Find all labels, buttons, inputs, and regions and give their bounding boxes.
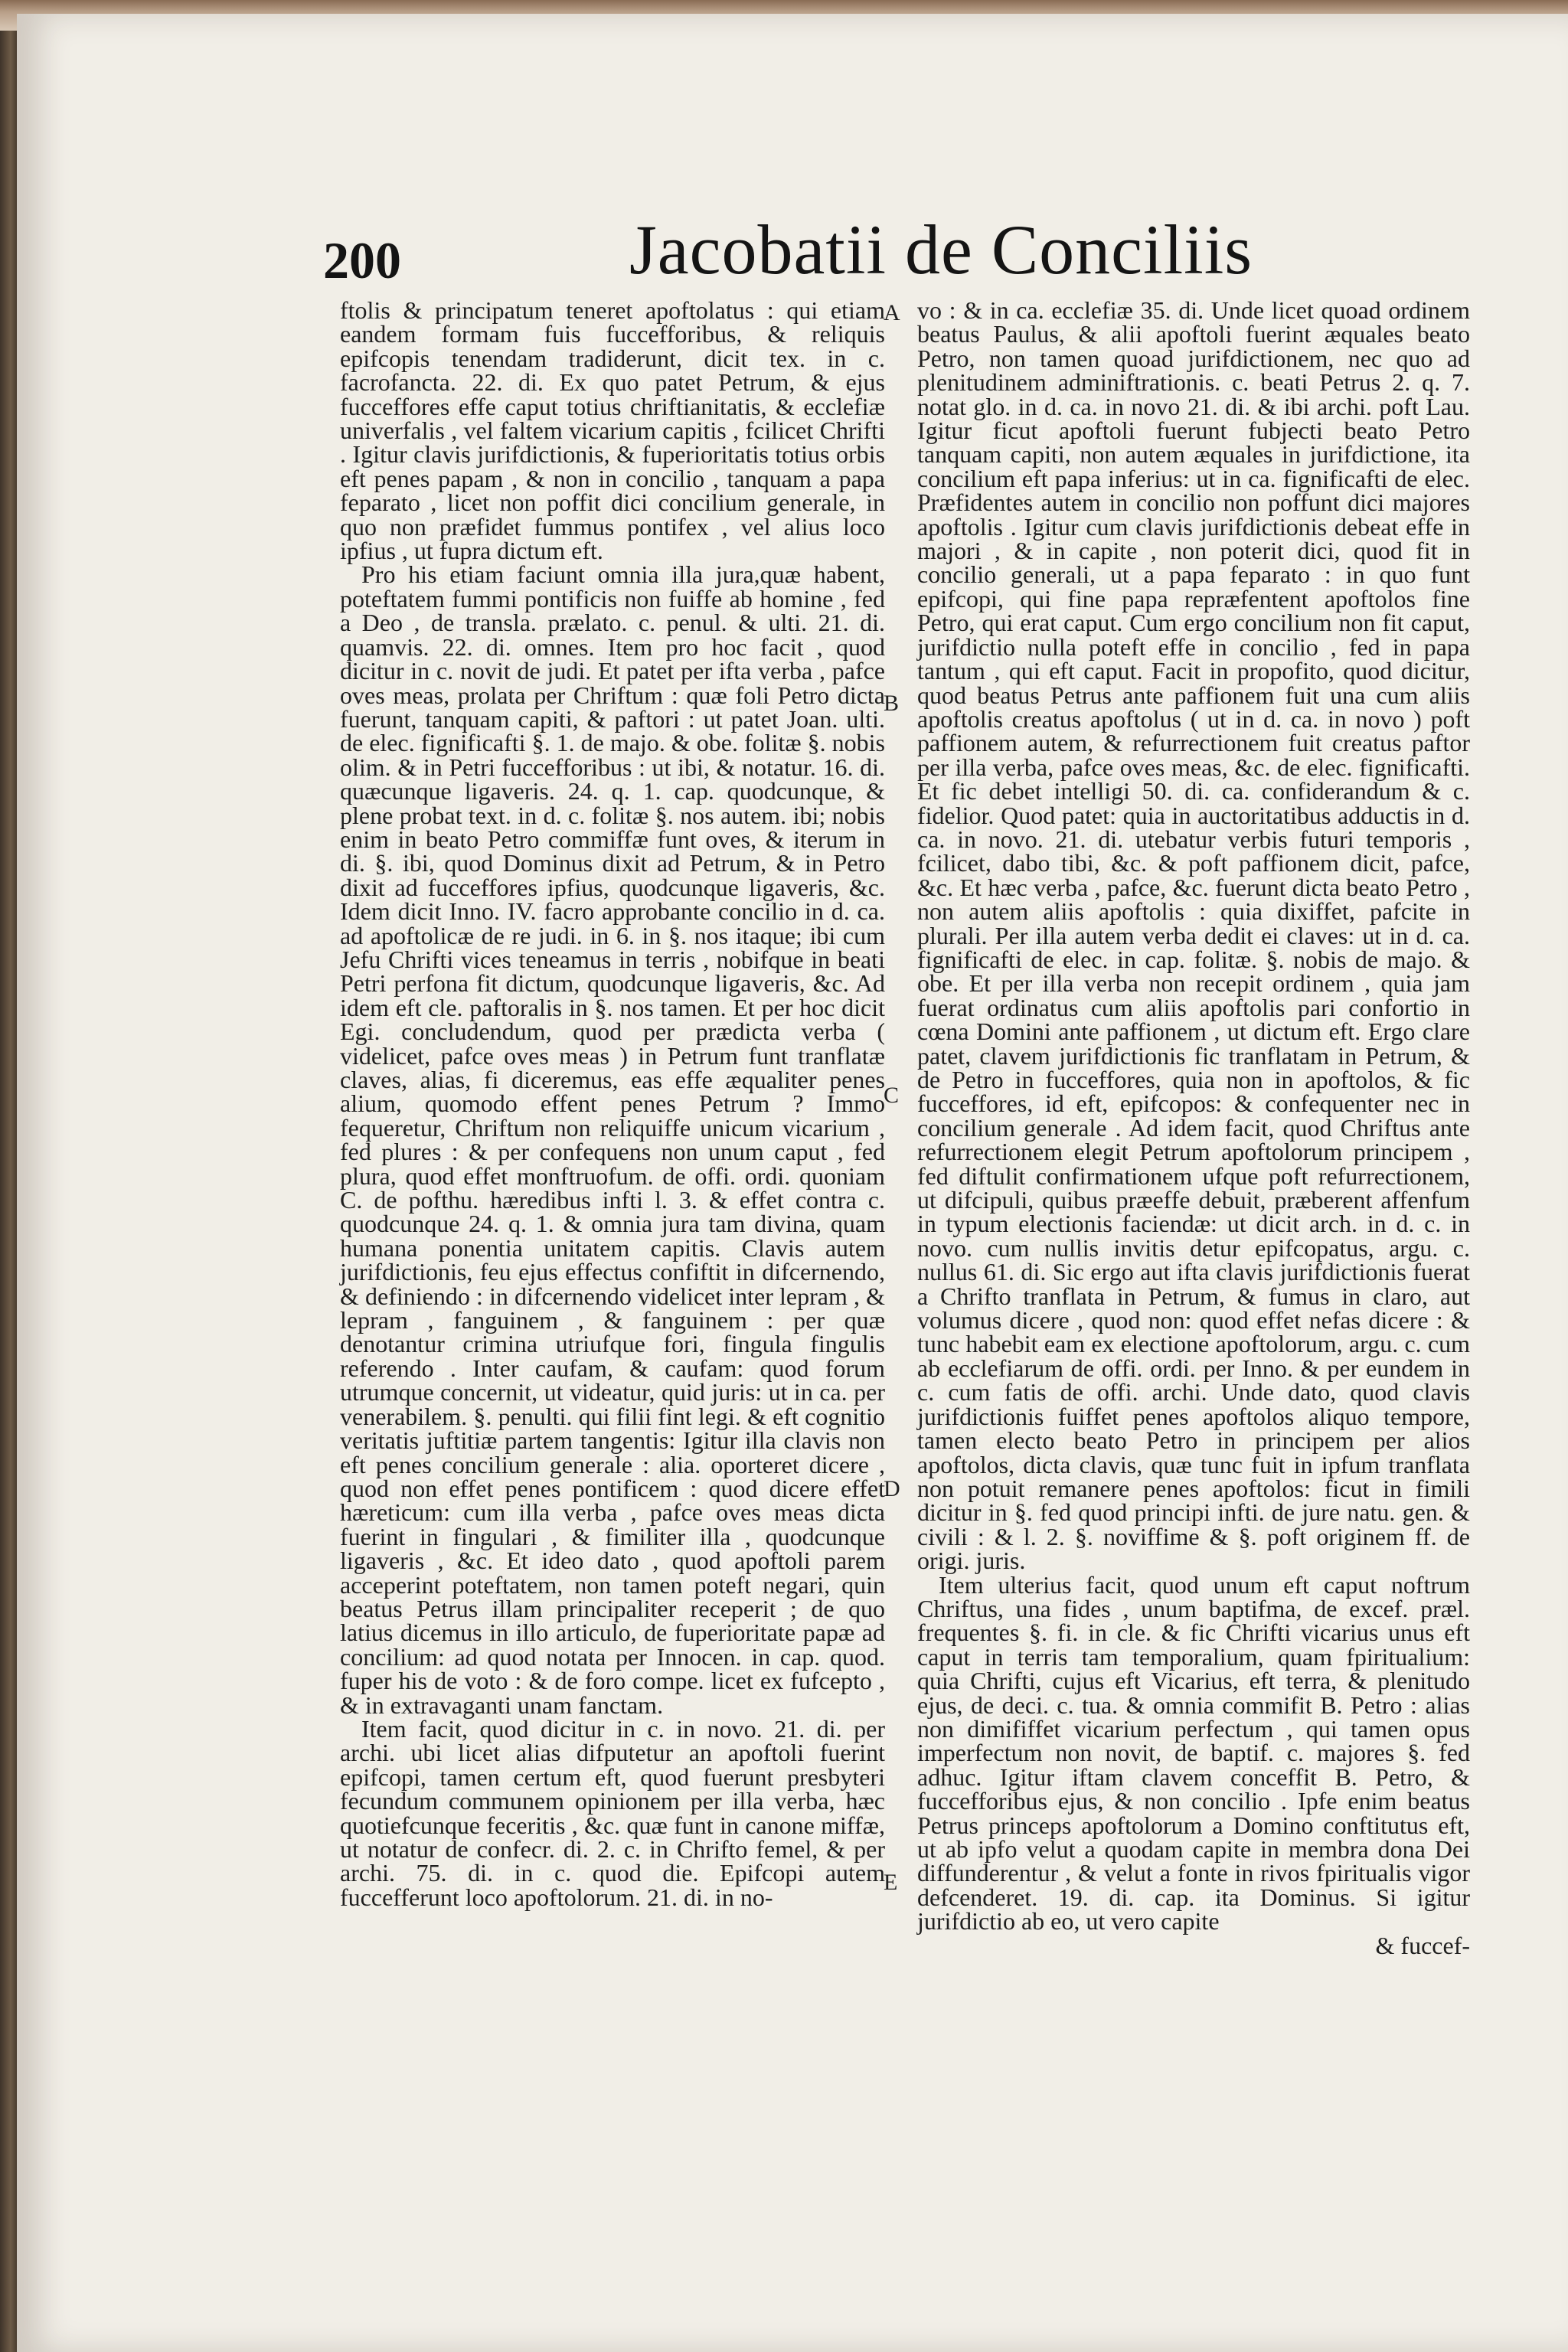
margin-letter-d: D bbox=[884, 1476, 900, 1501]
book-page bbox=[17, 14, 1568, 2352]
margin-letter-c: C bbox=[884, 1083, 900, 1108]
margin-letter-b: B bbox=[884, 691, 900, 716]
running-header bbox=[17, 209, 1568, 301]
margin-letter-a: A bbox=[884, 300, 900, 325]
margin-letter-e: E bbox=[884, 1870, 898, 1895]
catchword: & fuccef- bbox=[1375, 1931, 1470, 1959]
paragraph: Item ulterius facit, quod unum eft caput noftrum Chriftus, una fides , unum baptifma, de excef. præl. frequentes §. fi. in cle. & fic Chrifti vicarius unus eft caput in terris tam temporalium, quam fpiritualium: quia Chrifti, cujus eft Vicarius, eft terra, & plenitudo ejus, de deci. c. tua. & omnia commifit B. Petro : alias non dimififfet vicarium perfectum , qui tamen opus imperfectum non novit, de baptif. c. majores §. fed adhuc. Igitur iftam clavem conceffit B. Petro, & fuccefforibus ejus, & non concilio . Ipfe enim beatus Petrus princeps apoftolorum a Domino conftitutus eft, ut ab ipfo velut a quodam capite in membra dona Dei diffunderentur , & velut a fonte in rivos fpiritualis vigor defcenderet. 19. di. cap. ita Dominus. Si igitur jurifdictio ab eo, ut vero capite bbox=[917, 1570, 1470, 1936]
paragraph: ftolis & principatum teneret apoftolatus : qui etiam eandem formam fuis fuccefforibus, & reliquis epifcopis tenendam tradiderunt, dicit tex. in c. facrofancta. 22. di. Ex quo patet Petrum, & ejus fucceffores effe caput totius chriftianitatis, & ecclefiæ univerfalis , vel faltem vicarium capitis , fcilicet Chrifti . Igitur clavis jurifdictionis, & fuperioritatis totius orbis eft penes papam , & non in concilio , tanquam a papa feparato , licet non poffit dici concilium generale, in quo non præfidet fummus pontifex , vel alius loco ipfius , ut fupra dictum eft. bbox=[340, 296, 885, 565]
page-title: Jacobatii de Conciliis bbox=[629, 211, 1253, 289]
page-number: 200 bbox=[323, 231, 401, 289]
paragraph: Item facit, quod dicitur in c. in novo. 21. di. per archi. ubi licet alias difputetur an apoftoli fuerint epifcopi, tamen certum eft, quod fuerunt presbyteri fecundum communem opinionem per illa verba, hæc quotiefcunque feceritis , &c. quæ funt in canone miffæ, ut notatur de confecr. di. 2. c. in Chrifto femel, & per archi. 75. di. in c. quod die. Epifcopi autem fuccefferunt loco apoftolorum. 21. di. in no- bbox=[340, 1714, 885, 1911]
paragraph: Pro his etiam faciunt omnia illa jura,quæ habent, poteftatem fummi pontificis non fuiffe ab homine , fed a Deo , de transla. prælato. c. penul. & ulti. 21. di. quamvis. 22. di. omnes. Item pro hoc facit , quod dicitur in c. novit de judi. Et patet per ifta verba , pafce oves meas, prolata per Chriftum : quæ foli Petro dicta fuerunt, tanquam capiti, & paftori : ut patet Joan. ulti. de elec. fignificafti §. 1. de majo. & obe. folitæ §. nobis olim. & in Petri fuccefforibus : ut ibi, & notatur. 16. di. quæcunque ligaveris. 24. q. 1. cap. quodcunque, & plene probat text. in d. c. folitæ §. nos autem. ibi; nobis enim in beato Petro commiffæ funt oves, & iterum in di. §. ibi, quod Dominus dixit ad Petrum, & in Petro dixit ad fucceffores ipfius, quodcunque ligaveris, &c. Idem dicit Inno. IV. facro approbante concilio in d. ca. ad apoftolicæ de re judi. in 6. in §. nos itaque; ibi cum Jefu Chrifti vices teneamus in terris , nobifque in beati Petri perfona fit dictum, quodcunque ligaveris, &c. Ad idem eft cle. paftoralis in §. nos tamen. Et per hoc dicit Egi. concludendum, quod per prædicta verba ( videlicet, pafce oves meas ) in Petrum funt tranflatæ claves, alias, fi diceremus, eas effe æqualiter penes alium, quomodo effent penes Petrum ? Immo fequeretur, Chriftum non reliquiffe unicum vicarium , fed plures : & per confequens non unum caput , fed plura, quod effet monftruofum. de offi. ordi. quoniam C. de pofthu. hæredibus infti l. 3. & effet contra c. quodcunque 24. q. 1. & omnia jura tam divina, quam humana ponentia unitatem capitis. Clavis autem jurifdictionis, feu ejus effectus confiftit in difcernendo, & definiendo : in difcernendo videlicet inter lepram , & lepram , fanguinem , & fanguinem : per quæ denotantur crimina utriufque fori, fingula fingulis referendo . Inter caufam, & caufam: quod forum utrumque concernit, ut videatur, quid juris: ut in ca. per venerabilem. §. penulti. qui filii fint legi. & eft cognitio veritatis juftitiæ partem tangentis: Igitur illa clavis non eft penes concilium generale : alia. oporteret dicere , quod non effet penes pontificem : quod dicere effet hæreticum: cum illa verba , pafce oves meas dicta fuerint in fingulari , & fimiliter illa , quodcunque ligaveris , &c. Et ideo dato , quod apoftoli parem acceperint poteftatem, non tamen poteft negari, quin beatus Petrus illam principaliter receperit ; de quo latius dicemus in illo articulo, de fuperioritate papæ ad concilium: ad quod notata per Innocen. in cap. quod. fuper his de voto : & de foro compe. licet ex fufcepto , & in extravaganti unam fanctam. bbox=[340, 560, 885, 1719]
paragraph: vo : & in ca. ecclefiæ 35. di. Unde licet quoad ordinem beatus Paulus, & alii apoftoli fuerint æquales beato Petro, non tamen quoad jurifdictionem, nec quo ad plenitudinem adminiftrationis. c. beati Petrus 2. q. 7. notat glo. in d. ca. in novo 21. di. & ibi archi. poft Lau. Igitur ficut apoftoli fuerunt fubjecti beato Petro tanquam capiti, non autem æquales in jurifdictione, ita concilium eft papa inferius: ut in ca. fignificafti de elec. Præfidentes autem in concilio non poffunt dici majores apoftolis . Igitur cum clavis jurifdictionis debeat effe in majori , & in capite , non poterit dici, quod fit in concilio generali, ut a papa feparato : in quo funt epifcopi, qui fine papa repræfentent apoftolos fine Petro, qui erat caput. Cum ergo concilium non fit caput, jurifdictio nulla poteft effe in concilio , fed in papa tantum , qui eft caput. Facit in propofito, quod dicitur, quod beatus Petrus ante paffionem fuit una cum aliis apoftolis creatus apoftolus ( ut in d. ca. in novo ) poft paffionem autem, & refurrectionem fuit creatus paftor per illa verba, pafce oves meas, &c. de elec. fignificafti. Et fic debet intelligi 50. di. ca. confiderandum & c. fidelior. Quod patet: quia in auctoritatibus adductis in d. ca. in novo. 21. di. utebatur verbis futuri temporis , fcilicet, dabo tibi, &c. & poft paffionem dicit, pafce, &c. Et hæc verba , pafce, &c. fuerunt dicta beato Petro , non autem aliis apoftolis : quia dixiffet, pafcite in plurali. Per illa autem verba dedit ei claves: ut in d. ca. fignificafti de elec. in cap. folitæ. §. nobis de majo. & obe. Et per illa verba non recepit ordinem , quia jam fuerat ordinatus cum aliis apoftolis pari confortio in cœna Domini ante paffionem , ut dictum eft. Ergo clare patet, clavem jurifdictionis fic tranflatam in Petrum, & de Petro in fucceffores, quia non in apoftolos, & fic fucceffores, id eft, epifcopos: & confequenter nec in concilium generale . Ad idem facit, quod Chriftus ante refurrectionem elegit Petrum apoftolorum principem , fed diftulit confirmationem ufque poft refurrectionem, ut difcipuli, quibus præeffe debuit, præberent affenfum in typum electionis faciendæ: ut dicit arch. in d. c. in novo. cum nullis invitis detur epifcopatus, argu. c. nullus 61. di. Sic ergo aut ifta clavis jurifdictionis fuerat a Chrifto tranflata in Petrum, & fumus in claro, aut volumus dicere , quod non: quod effet nefas dicere : & tunc habebit eam ex electione apoftolorum, argu. c. cum ab ecclefiarum de offi. ordi. per Inno. & per eundem in c. cum fatis de offi. archi. Unde dato, quod clavis jurifdictionis fuiffet penes apoftolos aliquo tempore, tamen electo beato Petro in principem per alios apoftolos, dicta clavis, quæ tunc fuit in ipfum tranflata non potuit remanere penes apoftolos: ficut in fimili dicitur in §. fed quod principi infti. de jure natu. gen. & civili : & l. 2. §. noviffime & §. poft originem ff. de origi. juris. bbox=[917, 296, 1470, 1575]
right-column bbox=[917, 296, 1470, 1959]
left-column bbox=[340, 296, 885, 1911]
